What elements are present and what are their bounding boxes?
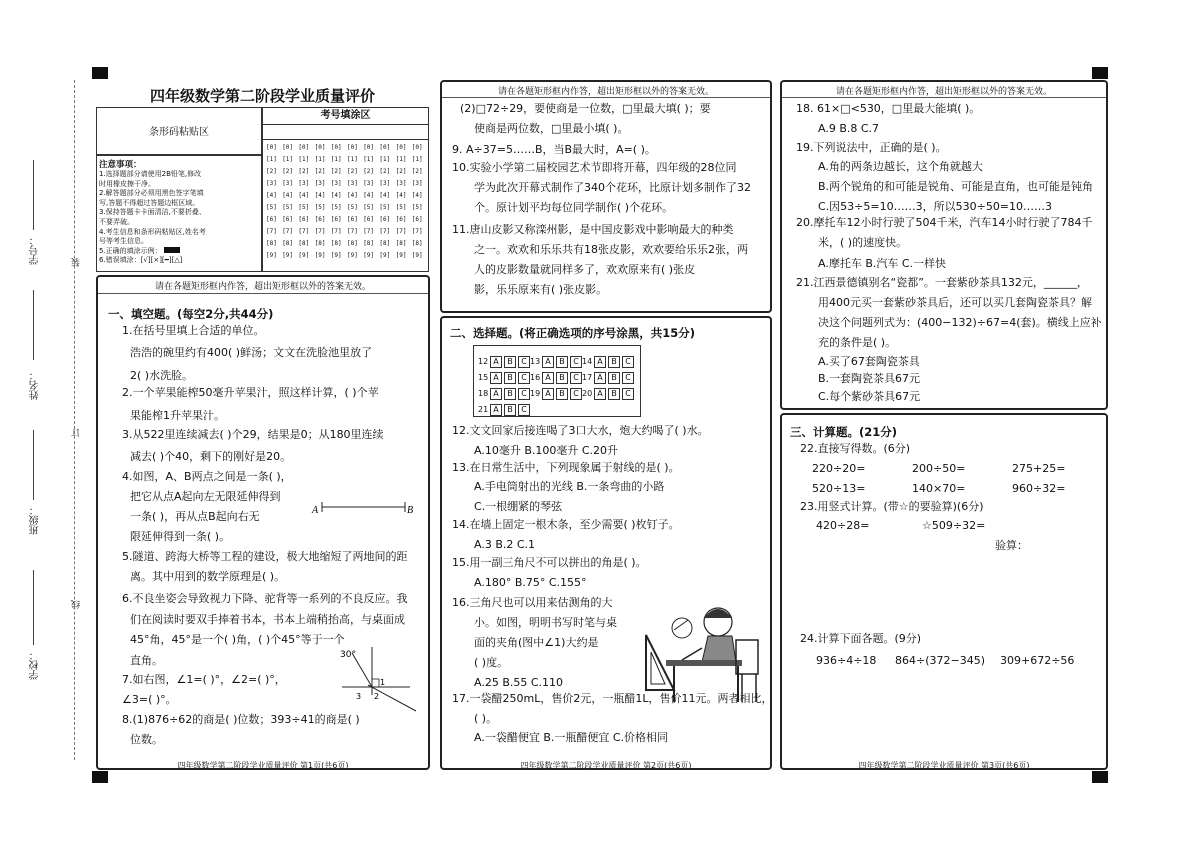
question-line: 2( )水洗脸。 (130, 369, 194, 382)
note-line: 号等考生信息。 (99, 237, 148, 246)
binding-line (74, 80, 75, 760)
question-number: 12 (478, 357, 489, 366)
question-line: ( )。 (474, 712, 498, 725)
question-line: 9. A÷37=5……B，当B最大时，A=( )。 (452, 143, 656, 156)
exam-id-digit-bubble[interactable]: [3] (314, 180, 326, 187)
question-number: 19 (530, 389, 541, 398)
note-line: 写,答题不得超过答题边框区域。 (99, 198, 200, 207)
bubble-row (478, 349, 636, 365)
exam-id-digit-bubble[interactable]: [7] (411, 228, 423, 235)
exam-id-column[interactable] (347, 142, 358, 262)
question-line: 之一。欢欢和乐乐共有18张皮影，欢欢要给乐乐2张，两 (474, 243, 748, 256)
binding-mark: 订 (72, 428, 82, 437)
option-bubble[interactable]: A (594, 356, 606, 368)
exam-id-digit-bubble[interactable]: [0] (314, 144, 326, 151)
exam-id-column[interactable] (298, 142, 309, 262)
page-footer-1: 四年级数学第二阶段学业质量评价 第1页(共6页) (177, 761, 349, 770)
option-bubble[interactable]: B (556, 372, 568, 384)
blank-line (33, 290, 34, 360)
option-bubble[interactable]: C (622, 388, 634, 400)
q23-item: ☆509÷32= (922, 519, 986, 532)
question-line: 决这个问题列式为：(400−132)÷67=4(套)。横线上应补 (818, 316, 1102, 329)
exam-id-digit-bubble[interactable]: [6] (314, 216, 326, 223)
q22-item: 140×70= (912, 482, 966, 495)
option-bubble[interactable]: C (570, 356, 582, 368)
question-line: 45°角，45°是一个( )角，( )个45°等于一个 (130, 633, 345, 646)
option-bubble[interactable]: B (556, 388, 568, 400)
exam-id-digit-bubble[interactable]: [9] (363, 252, 375, 259)
exam-id-digit-bubble[interactable]: [0] (395, 144, 407, 151)
exam-id-digit-bubble[interactable]: [6] (379, 216, 391, 223)
question-line: 12.文文回家后接连喝了3口大水，炮大约喝了( )水。 (452, 424, 709, 437)
exam-id-digit-bubble[interactable]: [7] (266, 228, 277, 235)
exam-id-digit-bubble[interactable]: [7] (379, 228, 391, 235)
barcode-label: 条形码粘贴区 (149, 127, 209, 138)
page-title: 四年级数学第二阶段学业质量评价 (149, 87, 375, 105)
question-line: 充的条件是( )。 (818, 336, 897, 349)
question-number: 14 (582, 357, 593, 366)
question-line: A.手电筒射出的光线 B.一条弯曲的小路 (474, 480, 665, 493)
exam-id-digit-bubble[interactable]: [5] (411, 204, 423, 211)
exam-id-digit-bubble[interactable]: [0] (379, 144, 391, 151)
exam-id-digit-bubble[interactable]: [6] (347, 216, 358, 223)
corner-mark (92, 771, 108, 783)
angle-1-label: 1 (380, 678, 386, 687)
section-1-heading: 一、填空题。(每空2分,共44分) (108, 307, 274, 321)
exam-id-column[interactable] (396, 142, 407, 262)
exam-id-digit-bubble[interactable]: [0] (298, 144, 310, 151)
exam-id-digit-bubble[interactable]: [9] (298, 252, 310, 259)
exam-id-digit-bubble[interactable]: [4] (363, 192, 375, 199)
question-number: 21 (478, 405, 489, 414)
question-line: 学为此次开幕式制作了340个花环，比原计划多制作了32 (474, 181, 751, 194)
section-3-heading: 三、计算题。(21分) (790, 425, 898, 439)
side-label-class: 班级： (30, 505, 41, 535)
exam-id-column[interactable] (331, 142, 342, 262)
section-2-heading: 二、选择题。(将正确选项的序号涂黑，共15分) (450, 326, 696, 340)
angle-3-label: 3 (356, 692, 362, 701)
question-line: 20.摩托车12小时行驶了504千米，汽车14小时行驶了784千 (796, 216, 1093, 229)
question-line: 19.下列说法中，正确的是( )。 (796, 141, 947, 154)
exam-id-digit-bubble[interactable]: [5] (395, 204, 407, 211)
exam-id-digit-bubble[interactable]: [8] (298, 240, 310, 247)
blank-line (33, 570, 34, 645)
question-line: 13.在日常生活中，下列现象属于射线的是( )。 (452, 461, 680, 474)
question-number: 15 (478, 373, 489, 382)
exam-id-digit-bubble[interactable]: [7] (282, 228, 294, 235)
question-line: 10.实验小学第二届校园艺术节即将开幕，四年级的28位同 (452, 161, 737, 174)
notice-text: 请在各题矩形框内作答，超出矩形框以外的答案无效。 (497, 87, 714, 97)
question-line: 米，( )的速度快。 (818, 236, 908, 249)
exam-id-digit-bubble[interactable]: [6] (282, 216, 294, 223)
option-bubble[interactable]: B (504, 388, 516, 400)
exam-id-digit-bubble[interactable]: [8] (282, 240, 294, 247)
exam-id-digit-bubble[interactable]: [0] (282, 144, 294, 151)
question-line: 4.如图，A、B两点之间是一条( )， (122, 470, 292, 483)
binding-mark: 线 (72, 600, 82, 609)
notes-heading: 注意事项： (99, 160, 142, 170)
exam-id-column[interactable] (282, 142, 293, 262)
exam-id-digit-bubble[interactable]: [5] (330, 204, 342, 211)
exam-id-digit-bubble[interactable]: [6] (330, 216, 342, 223)
question-line: C.因53÷5=10……3，所以530÷50=10……3 (818, 200, 1053, 213)
exam-id-digit-bubble[interactable]: [2] (347, 168, 358, 175)
question-number: 20 (582, 389, 593, 398)
barcode-area (96, 107, 262, 155)
question-line: 人的皮影数量就同样多了，欢欢原来有( )张皮 (474, 263, 696, 276)
exam-id-digit-bubble[interactable]: [7] (347, 228, 358, 235)
exam-id-digit-bubble[interactable]: [1] (411, 156, 423, 163)
exam-id-digit-bubble[interactable]: [9] (379, 252, 391, 259)
exam-id-digit-bubble[interactable]: [3] (411, 180, 423, 187)
question-line: A.一袋醋便宜 B.一瓶醋便宜 C.价格相同 (474, 731, 669, 744)
q23-heading: 23.用竖式计算。(带☆的要验算)(6分) (800, 500, 984, 513)
exam-id-digit-bubble[interactable]: [8] (347, 240, 358, 247)
option-bubble[interactable]: B (608, 356, 620, 368)
question-line: 用400元买一套紫砂茶具后，还可以买几套陶瓷茶具？解 (818, 296, 1092, 309)
angle-figure (340, 645, 420, 715)
exam-id-digit-bubble[interactable]: [2] (379, 168, 391, 175)
option-bubble[interactable]: B (608, 372, 620, 384)
question-number: 13 (530, 357, 541, 366)
choice-bubble-sheet[interactable] (473, 345, 641, 417)
question-line: 16.三角尺也可以用来估测角的大 (452, 596, 613, 609)
question-line: 浩浩的碗里约有400( )鲜汤；文文在洗脸池里放了 (130, 346, 373, 359)
exam-id-digit-bubble[interactable]: [7] (298, 228, 310, 235)
option-bubble[interactable]: B (608, 388, 620, 400)
exam-id-digit-bubble[interactable]: [8] (395, 240, 407, 247)
question-line: A.3 B.2 C.1 (474, 538, 536, 551)
exam-id-area (262, 107, 429, 272)
angle-30-label: 30° (340, 650, 356, 660)
question-bubble-group[interactable] (530, 388, 582, 400)
question-line: (2)□72÷29，要使商是一位数，□里最大填( )；要 (460, 102, 711, 115)
option-bubble[interactable]: A (490, 388, 502, 400)
exam-id-digit-bubble[interactable]: [8] (379, 240, 391, 247)
question-line: 3.从522里连续减去( )个29，结果是0；从180里连续 (122, 428, 384, 441)
question-line: 一条( )，再从点B起向右无 (130, 510, 260, 523)
blank-line (33, 160, 34, 230)
question-number: 18 (478, 389, 489, 398)
option-bubble[interactable]: B (556, 356, 568, 368)
q22-item: 220÷20= (812, 462, 866, 475)
option-bubble[interactable]: A (542, 388, 554, 400)
exam-id-digit-bubble[interactable]: [4] (347, 192, 358, 199)
notice-text: 请在各题矩形框内作答，超出矩形框以外的答案无效。 (835, 87, 1052, 97)
question-line: A.9 B.8 C.7 (818, 122, 880, 135)
corner-mark (92, 67, 108, 79)
question-line: 1.在括号里填上合适的单位。 (122, 324, 265, 337)
exam-id-digit-bubble[interactable]: [4] (395, 192, 407, 199)
q24-item: 309+672÷56 (1000, 654, 1075, 667)
q24-heading: 24.计算下面各题。(9分) (800, 632, 922, 645)
exam-id-digit-bubble[interactable]: [2] (266, 168, 277, 175)
option-bubble[interactable]: A (594, 372, 606, 384)
exam-id-digit-bubble[interactable]: [5] (282, 204, 294, 211)
exam-id-digit-bubble[interactable]: [6] (411, 216, 423, 223)
exam-id-column[interactable] (412, 142, 423, 262)
exam-id-digit-bubble[interactable]: [6] (266, 216, 277, 223)
student-writing-figure (638, 590, 768, 710)
exam-id-bubble-grid[interactable] (263, 140, 428, 270)
q22-item: 960÷32= (1012, 482, 1066, 495)
option-bubble[interactable]: B (504, 404, 516, 416)
exam-id-digit-bubble[interactable]: [9] (282, 252, 294, 259)
q24-item: 936÷4÷18 (816, 654, 877, 667)
question-line: 2.一个苹果能榨50毫升苹果汁，照这样计算，( )个苹 (122, 386, 379, 399)
question-line: A.角的两条边越长，这个角就越大 (818, 160, 983, 173)
exam-id-digit-bubble[interactable]: [0] (411, 144, 423, 151)
divider (98, 293, 428, 294)
exam-id-digit-bubble[interactable]: [2] (363, 168, 375, 175)
question-line: 位数。 (130, 733, 163, 746)
option-bubble[interactable]: C (622, 356, 634, 368)
divider (442, 97, 770, 98)
divider (782, 97, 1106, 98)
page-footer-2: 四年级数学第二阶段学业质量评价 第2页(共6页) (520, 761, 692, 770)
exam-id-digit-bubble[interactable]: [1] (363, 156, 375, 163)
question-line: 21.江西景德镇别名“瓷都”。一套紫砂茶具132元，______， (796, 276, 1088, 289)
option-bubble[interactable]: A (542, 372, 554, 384)
exam-id-digit-bubble[interactable]: [2] (411, 168, 423, 175)
question-line: 果能榨1升苹果汁。 (130, 409, 225, 422)
question-line: 14.在墙上固定一根木条，至少需要( )枚钉子。 (452, 518, 680, 531)
exam-id-digit-bubble[interactable]: [3] (395, 180, 407, 187)
question-line: A.摩托车 B.汽车 C.一样快 (818, 257, 947, 270)
q22-item: 520÷13= (812, 482, 866, 495)
exam-id-digit-bubble[interactable]: [8] (330, 240, 342, 247)
exam-id-digit-bubble[interactable]: [8] (314, 240, 326, 247)
exam-id-label: 考号填涂区 (263, 108, 428, 125)
exam-id-digit-bubble[interactable]: [3] (330, 180, 342, 187)
exam-id-digit-bubble[interactable]: [3] (298, 180, 310, 187)
exam-id-digit-bubble[interactable]: [2] (282, 168, 294, 175)
corner-mark (1092, 771, 1108, 783)
option-bubble[interactable]: A (490, 356, 502, 368)
exam-id-digit-bubble[interactable]: [7] (314, 228, 326, 235)
question-line: A.买了67套陶瓷茶具 (818, 355, 920, 368)
question-line: ∠3=( )°。 (122, 693, 177, 706)
exam-id-digit-bubble[interactable]: [4] (298, 192, 310, 199)
question-line: 11.唐山皮影又称滦州影，是中国皮影戏中影响最大的种类 (452, 223, 734, 236)
exam-id-digit-bubble[interactable]: [1] (298, 156, 310, 163)
option-bubble[interactable]: B (504, 372, 516, 384)
exam-id-digit-bubble[interactable]: [1] (282, 156, 294, 163)
note-line: 1.选择题部分请使用2B铅笔,修改 (99, 170, 202, 178)
question-line: 18. 61×□<530，□里最大能填( )。 (796, 102, 981, 115)
question-line: B.两个锐角的和可能是锐角、可能是直角，也可能是钝角 (818, 180, 1094, 193)
binding-mark: 装 (72, 258, 82, 267)
note-line: 2.解答题部分必须用黑色签字笔填 (99, 189, 204, 198)
side-label-name: 姓名： (30, 370, 41, 400)
blank-line (33, 430, 34, 500)
exam-id-digit-bubble[interactable]: [4] (411, 192, 423, 199)
exam-id-digit-bubble[interactable]: [5] (266, 204, 277, 211)
note-line: 3.保持答题卡卡面清洁,不要折叠、 (99, 208, 206, 217)
exam-id-digit-bubble[interactable]: [2] (314, 168, 326, 175)
exam-id-digit-bubble[interactable]: [1] (347, 156, 358, 163)
exam-id-column[interactable] (363, 142, 374, 262)
question-line: 限延伸得到一条( )。 (130, 530, 231, 543)
exam-id-digit-bubble[interactable]: [9] (411, 252, 423, 259)
exam-id-digit-bubble[interactable]: [9] (347, 252, 358, 259)
corner-mark (1092, 67, 1108, 79)
angle-2-label: 2 (374, 692, 380, 701)
exam-id-digit-bubble[interactable]: [4] (379, 192, 391, 199)
point-b-label: B (407, 505, 414, 516)
question-line: 使商是两位数，□里最小填( )。 (474, 122, 629, 135)
note-line: 时用橡皮擦干净。 (99, 179, 155, 188)
question-line: 把它从点A起向左无限延伸得到 (130, 490, 281, 503)
exam-id-digit-bubble[interactable]: [1] (330, 156, 342, 163)
question-line: 小。如图，明明书写时笔与桌 (474, 616, 617, 629)
point-a-label: A (312, 505, 319, 516)
exam-id-digit-bubble[interactable]: [0] (347, 144, 358, 151)
option-bubble[interactable]: A (490, 372, 502, 384)
page-footer-3: 四年级数学第二阶段学业质量评价 第3页(共6页) (858, 761, 1030, 770)
question-line: C.每个紫砂茶具67元 (818, 390, 921, 403)
note-line: 4.考生信息和条形码粘贴区,姓名考 (99, 227, 206, 236)
exam-id-digit-bubble[interactable]: [5] (314, 204, 326, 211)
exam-id-digit-bubble[interactable]: [5] (379, 204, 391, 211)
exam-id-digit-bubble[interactable]: [0] (330, 144, 342, 151)
exam-id-write-row[interactable] (263, 125, 428, 140)
exam-id-column[interactable] (315, 142, 326, 262)
q22-item: 275+25= (1012, 462, 1066, 475)
question-bubble-group[interactable] (582, 388, 634, 400)
option-bubble[interactable]: A (490, 404, 502, 416)
exam-id-digit-bubble[interactable]: [2] (298, 168, 310, 175)
exam-id-digit-bubble[interactable]: [9] (330, 252, 342, 259)
question-line: A.10毫升 B.100毫升 C.20升 (474, 444, 619, 457)
exam-id-digit-bubble[interactable]: [3] (282, 180, 294, 187)
exam-id-digit-bubble[interactable]: [5] (298, 204, 310, 211)
question-line: ( )度。 (474, 656, 509, 669)
option-bubble[interactable]: C (622, 372, 634, 384)
option-bubble[interactable]: A (542, 356, 554, 368)
bubble-row (478, 365, 636, 381)
question-line: 5.隧道、跨海大桥等工程的建设，极大地缩短了两地间的距 (122, 550, 408, 563)
exam-id-digit-bubble[interactable]: [7] (395, 228, 407, 235)
notes-list (99, 170, 259, 266)
option-bubble[interactable]: C (518, 404, 530, 416)
q23-item: 420÷28= (816, 519, 870, 532)
exam-id-digit-bubble[interactable]: [3] (347, 180, 358, 187)
exam-id-digit-bubble[interactable]: [0] (266, 144, 277, 151)
exam-id-digit-bubble[interactable]: [1] (379, 156, 391, 163)
exam-id-digit-bubble[interactable]: [7] (363, 228, 375, 235)
question-line: A.180° B.75° C.155° (474, 576, 587, 589)
option-bubble[interactable]: C (518, 388, 530, 400)
option-bubble[interactable]: C (518, 356, 530, 368)
exam-id-digit-bubble[interactable]: [5] (347, 204, 358, 211)
exam-id-digit-bubble[interactable]: [3] (363, 180, 375, 187)
exam-id-digit-bubble[interactable]: [1] (395, 156, 407, 163)
exam-id-digit-bubble[interactable]: [4] (282, 192, 294, 199)
option-bubble[interactable]: A (594, 388, 606, 400)
filled-example-icon (164, 247, 180, 253)
question-number: 16 (530, 373, 541, 382)
exam-id-digit-bubble[interactable]: [2] (395, 168, 407, 175)
question-line: 15.用一副三角尺不可以拼出的角是( )。 (452, 556, 647, 569)
q23-check-label: 验算： (995, 539, 1028, 552)
question-line: 离。其中用到的数学原理是( )。 (130, 570, 286, 583)
question-bubble-group[interactable] (478, 404, 530, 416)
exam-id-digit-bubble[interactable]: [8] (363, 240, 375, 247)
exam-id-digit-bubble[interactable]: [4] (330, 192, 342, 199)
option-bubble[interactable]: C (570, 372, 582, 384)
side-label-student-id: 学号： (30, 235, 41, 265)
exam-id-digit-bubble[interactable]: [6] (395, 216, 407, 223)
option-bubble[interactable]: C (518, 372, 530, 384)
exam-id-digit-bubble[interactable]: [9] (314, 252, 326, 259)
bubble-row (478, 381, 636, 397)
note-line: 5.正确的填涂示例： (99, 246, 162, 255)
exam-id-column[interactable] (266, 142, 277, 262)
segment-ab-figure (310, 495, 420, 525)
question-line: B.一套陶瓷茶具67元 (818, 372, 921, 385)
question-line: 们在阅读时要双手捧着书本，书本上端稍抬高，与桌面成 (130, 613, 405, 626)
exam-id-digit-bubble[interactable]: [3] (266, 180, 277, 187)
question-line: 8.(1)876÷62的商是( )位数；393÷41的商是( ) (122, 713, 360, 726)
exam-id-digit-bubble[interactable]: [6] (298, 216, 310, 223)
q22-item: 200÷50= (912, 462, 966, 475)
question-line: A.25 B.55 C.110 (474, 676, 564, 689)
exam-id-digit-bubble[interactable]: [2] (330, 168, 342, 175)
exam-id-digit-bubble[interactable]: [9] (395, 252, 407, 259)
question-line: 6.不良坐姿会导致视力下降、驼背等一系列的不良反应。我 (122, 592, 408, 605)
q24-item: 864÷(372−345) (895, 654, 986, 667)
question-line: 17.一袋醋250mL，售价2元，一瓶醋1L，售价11元。两者相比， (452, 692, 773, 705)
question-line: 个。原计划平均每位同学制作( )个花环。 (474, 201, 674, 214)
option-bubble[interactable]: B (504, 356, 516, 368)
question-line: 减去( )个40，剩下的刚好是20。 (130, 450, 292, 463)
option-bubble[interactable]: C (570, 388, 582, 400)
question-number: 17 (582, 373, 593, 382)
exam-id-column[interactable] (379, 142, 390, 262)
note-line: 6.错误填涂：[√][×][━][△] (99, 256, 183, 265)
q22-heading: 22.直接写得数。(6分) (800, 442, 911, 455)
exam-id-digit-bubble[interactable]: [1] (314, 156, 326, 163)
question-line: 影，乐乐原来有( )张皮影。 (474, 283, 608, 296)
exam-id-digit-bubble[interactable]: [8] (266, 240, 277, 247)
question-line: 7.如右图，∠1=( )°，∠2=( )°， (122, 673, 286, 686)
exam-id-digit-bubble[interactable]: [4] (266, 192, 277, 199)
question-line: 直角。 (130, 654, 163, 667)
side-label-school: 学校： (30, 650, 41, 680)
exam-id-digit-bubble[interactable]: [0] (363, 144, 375, 151)
notes-box (96, 155, 262, 272)
exam-id-digit-bubble[interactable]: [7] (330, 228, 342, 235)
exam-id-digit-bubble[interactable]: [9] (266, 252, 277, 259)
exam-id-digit-bubble[interactable]: [3] (379, 180, 391, 187)
question-line: C.一根绷紧的琴弦 (474, 500, 563, 513)
exam-id-digit-bubble[interactable]: [6] (363, 216, 375, 223)
exam-id-digit-bubble[interactable]: [4] (314, 192, 326, 199)
exam-id-digit-bubble[interactable]: [8] (411, 240, 423, 247)
notice-text: 请在各题矩形框内作答，超出矩形框以外的答案无效。 (154, 282, 371, 292)
exam-id-digit-bubble[interactable]: [1] (266, 156, 277, 163)
question-line: 面的夹角(图中∠1)大约是 (474, 636, 599, 649)
exam-id-digit-bubble[interactable]: [5] (363, 204, 375, 211)
note-line: 不要弄破。 (99, 217, 134, 226)
